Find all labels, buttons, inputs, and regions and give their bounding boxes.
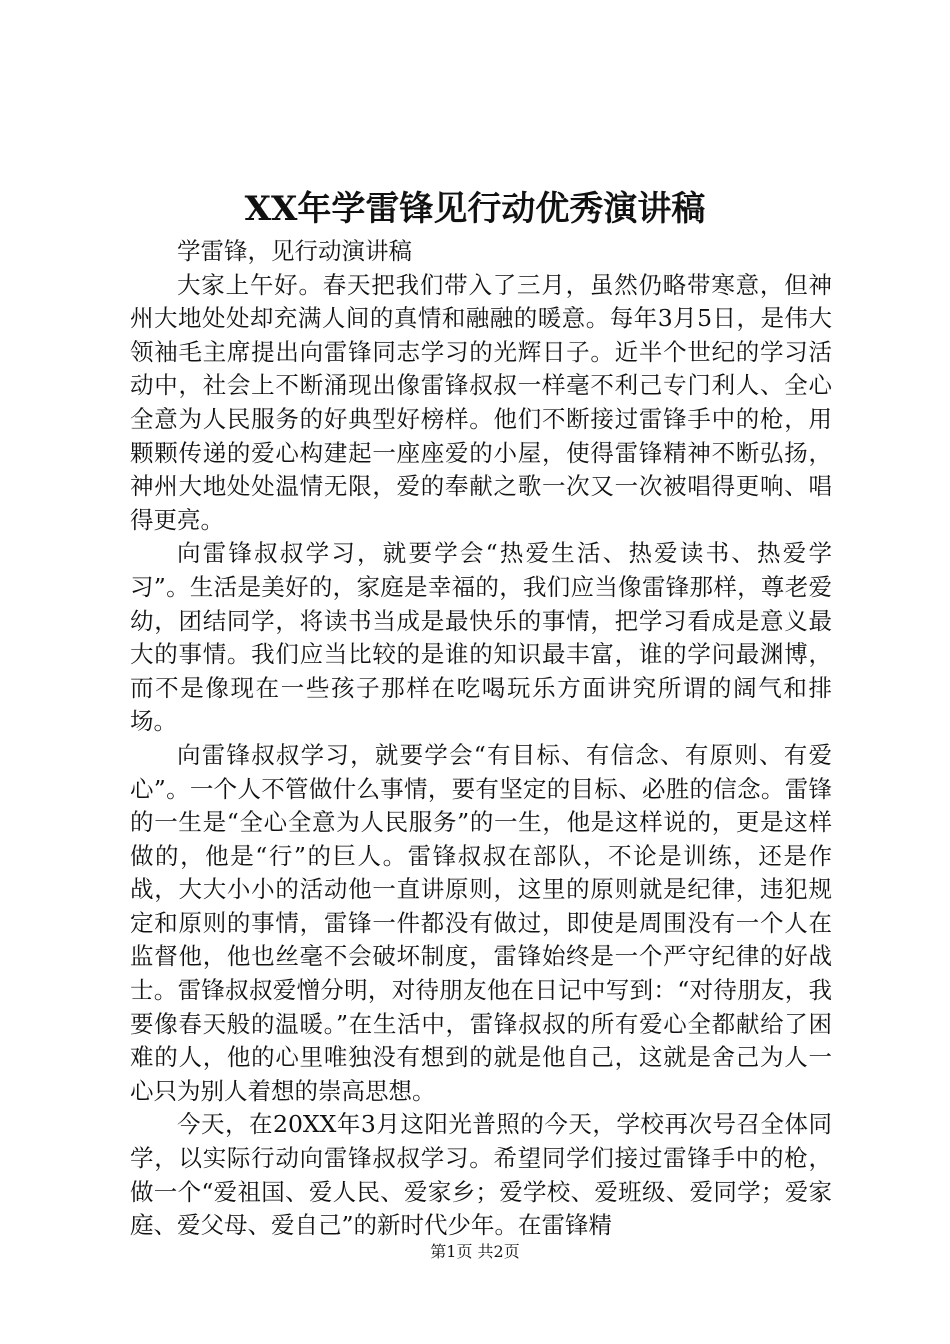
document-title: XX年学雷锋见行动优秀演讲稿 [244, 189, 706, 229]
paragraph: 大家上午好。春天把我们带入了三月，虽然仍略带寒意，但神州大地处处却充满人间的真情和融融的暖意。每年3月5日，是伟大领袖毛主席提出向雷锋同志学习的光辉日子。近半个世纪的学习活动中，社会上不断涌现出像雷锋叔叔一样毫不利己专门利人、全心全意为人民服务的好典型好榜样。他们不断接过雷锋手中的枪，用颗颗传递的爱心构建起一座座爱的小屋，使得雷锋精神不断弘扬，神州大地处处温情无限，爱的奉献之歌一次又一次被唱得更响、唱得更亮。 [130, 270, 832, 534]
paragraph: 今天，在20XX年3月这阳光普照的今天，学校再次号召全体同学，以实际行动向雷锋叔叔学习。希望同学们接过雷锋手中的枪，做一个“爱祖国、爱人民、爱家乡；爱学校、爱班级、爱同学；爱家庭、爱父母、爱自己”的新时代少年。在雷锋精 [130, 1110, 832, 1240]
document-body [130, 235, 832, 1243]
paragraph: 向雷锋叔叔学习，就要学会“热爱生活、热爱读书、热爱学习”。生活是美好的，家庭是幸福的，我们应当像雷锋那样，尊老爱幼，团结同学，将读书当成是最快乐的事情，把学习看成是意义最大的事情。我们应当比较的是谁的知识最丰富，谁的学问最渊博，而不是像现在一些孩子那样在吃喝玩乐方面讲究所谓的阔气和排场。 [130, 539, 832, 736]
page-number-footer: 第1页 共2页 [430, 1242, 520, 1261]
paragraph-subtitle: 学雷锋，见行动演讲稿 [177, 237, 412, 265]
paragraph: 向雷锋叔叔学习，就要学会“有目标、有信念、有原则、有爱心”。一个人不管做什么事情，要有坚定的目标、必胜的信念。雷锋的一生是“全心全意为人民服务”的一生，他是这样说的，更是这样做的，他是“行”的巨人。雷锋叔叔在部队，不论是训练，还是作战，大大小小的活动他一直讲原则，这里的原则就是纪律，违犯规定和原则的事情，雷锋一件都没有做过，即使是周围没有一个人在监督他，他也丝毫不会破坏制度，雷锋始终是一个严守纪律的好战士。雷锋叔叔爱憎分明，对待朋友他在日记中写到：“对待朋友，我要像春天般的温暖。”在生活中，雷锋叔叔的所有爱心全都献给了困难的人，他的心里唯独没有想到的就是他自己，这就是舍己为人一心只为别人着想的崇高思想。 [130, 740, 832, 1105]
